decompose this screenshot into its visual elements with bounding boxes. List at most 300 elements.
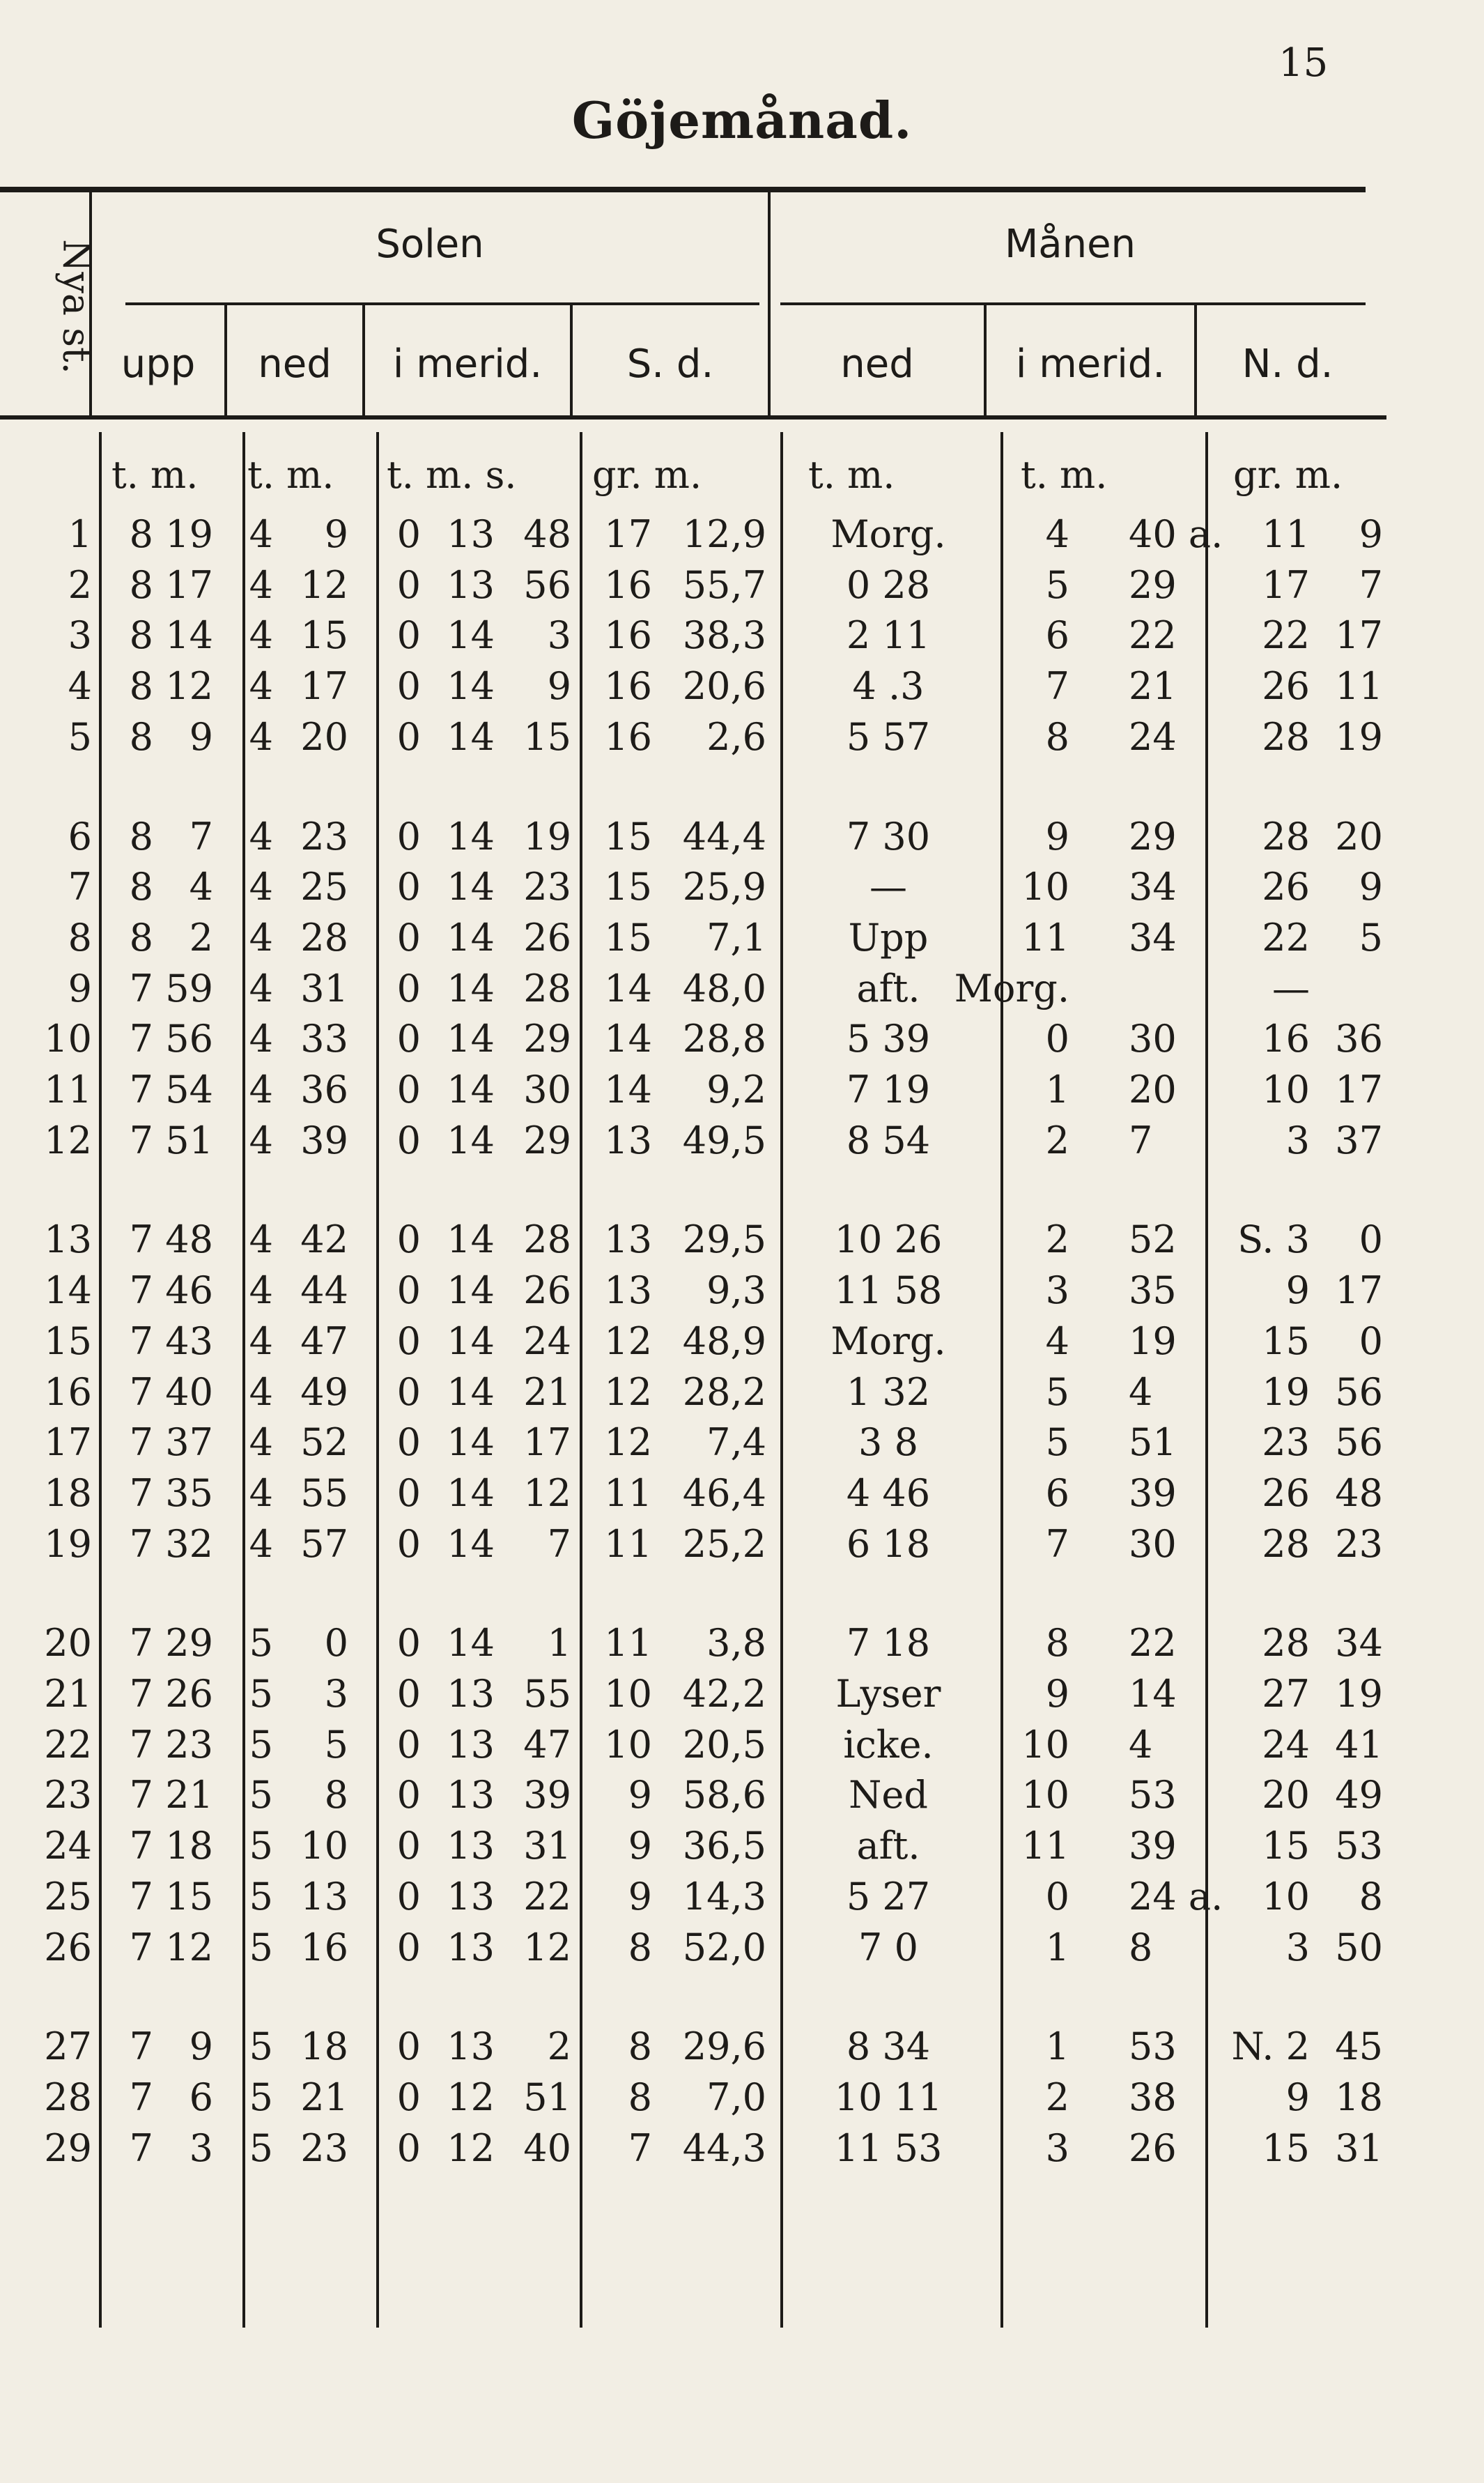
cell-mned-0: 10 11: [834, 2075, 943, 2119]
cell-nd-1: 0: [1359, 1319, 1383, 1363]
moon-i-merid-header: i merid.: [1015, 341, 1166, 387]
cell-mmerid-1: 21: [1129, 664, 1177, 709]
cell-mmerid-0: 5: [1045, 1420, 1069, 1465]
cell-merid-1: 14: [447, 1118, 495, 1162]
cell-upp-1: 6: [189, 2075, 213, 2119]
cell-nd-1: 34: [1335, 1621, 1383, 1666]
cell-day: 21: [44, 1672, 92, 1716]
cell-mmerid-0: 9: [1045, 814, 1069, 859]
cell-sd-0: 12: [604, 1369, 652, 1414]
cell-sd-0: 15: [604, 814, 652, 859]
cell-ned-0: 5: [249, 2024, 273, 2069]
cell-nd-1: 31: [1335, 2125, 1383, 2170]
cell-ned-1: 23: [300, 814, 348, 859]
cell-merid-2: 28: [523, 1217, 571, 1262]
cell-nd-1: 48: [1335, 1470, 1383, 1515]
cell-sd-1: 55,7: [682, 562, 766, 607]
table-row: [0, 1217, 1484, 1271]
cell-ned-1: 25: [300, 865, 348, 909]
cell-sd-0: 16: [604, 613, 652, 658]
cell-day: 13: [44, 1217, 92, 1262]
cell-merid-0: 0: [396, 664, 421, 709]
cell-nd-1: 9: [1359, 512, 1383, 556]
cell-ned-0: 4: [249, 1470, 273, 1515]
cell-upp-0: 7: [129, 1925, 153, 1969]
cell-ned-1: 23: [300, 2125, 348, 2170]
moon-ned-header: ned: [840, 341, 914, 387]
cell-nd-1: 19: [1335, 1672, 1383, 1716]
cell-nd-0: 11: [1262, 512, 1310, 556]
cell-mned-0: Upp: [848, 915, 929, 960]
cell-merid-1: 14: [447, 865, 495, 909]
cell-sd-1: 38,3: [682, 613, 766, 658]
cell-day: 27: [44, 2024, 92, 2069]
cell-nd-1: 49: [1335, 1773, 1383, 1817]
cell-nd-1: 5: [1359, 915, 1383, 960]
cell-mned-0: Lyser: [835, 1672, 941, 1716]
cell-merid-1: 13: [447, 1925, 495, 1969]
cell-merid-1: 13: [447, 562, 495, 607]
cell-merid-2: 22: [523, 1874, 571, 1919]
unit-upp: t. m.: [111, 453, 199, 497]
cell-nd-0: 28: [1262, 1621, 1310, 1666]
cell-mned-0: 7 18: [846, 1621, 931, 1666]
cell-ned-1: 20: [300, 714, 348, 759]
cell-merid-1: 13: [447, 1773, 495, 1817]
cell-merid-1: 14: [447, 714, 495, 759]
cell-nd-0: N. 2: [1231, 2024, 1310, 2069]
cell-merid-0: 0: [396, 1925, 421, 1969]
cell-mmerid-0: 5: [1045, 562, 1069, 607]
cell-nd-0: 23: [1262, 1420, 1310, 1465]
cell-sd-1: 12,9: [682, 512, 766, 556]
cell-nd-1: 41: [1335, 1722, 1383, 1767]
cell-ned-0: 5: [249, 1722, 273, 1767]
cell-merid-0: 0: [396, 1420, 421, 1465]
cell-merid-1: 13: [447, 1722, 495, 1767]
cell-upp-0: 7: [129, 1420, 153, 1465]
cell-mned-0: icke.: [843, 1722, 934, 1767]
cell-nd-0: 26: [1262, 865, 1310, 909]
cell-merid-0: 0: [396, 966, 421, 1010]
cell-sd-1: 52,0: [682, 1925, 766, 1969]
page-number: 15: [1278, 40, 1329, 86]
cell-sd-0: 14: [604, 966, 652, 1010]
cell-sd-1: 29,5: [682, 1217, 766, 1262]
n-d-header: N. d.: [1242, 341, 1334, 387]
cell-nd-0: 28: [1262, 714, 1310, 759]
cell-nd-0: 28: [1262, 814, 1310, 859]
cell-nd-0: 20: [1262, 1773, 1310, 1817]
cell-ned-1: 3: [324, 1672, 348, 1716]
cell-ned-0: 5: [249, 1925, 273, 1969]
cell-sd-1: 36,5: [682, 1824, 766, 1868]
cell-nd-0: 19: [1262, 1369, 1310, 1414]
cell-ned-1: 16: [300, 1925, 348, 1969]
cell-sd-0: 10: [604, 1722, 652, 1767]
cell-upp-0: 7: [129, 966, 153, 1010]
cell-merid-1: 14: [447, 1470, 495, 1515]
cell-upp-1: 17: [165, 562, 213, 607]
cell-upp-1: 21: [165, 1773, 213, 1817]
cell-ned-0: 5: [249, 1874, 273, 1919]
cell-ned-1: 42: [300, 1217, 348, 1262]
cell-merid-2: 7: [547, 1521, 571, 1566]
cell-mned-0: 5 39: [846, 1017, 931, 1061]
table-row: [0, 814, 1484, 868]
cell-merid-2: 29: [523, 1017, 571, 1061]
cell-sd-0: 16: [604, 714, 652, 759]
cell-mned-0: 1 32: [846, 1369, 931, 1414]
cell-merid-2: 19: [523, 814, 571, 859]
cell-upp-0: 8: [129, 512, 153, 556]
cell-upp-0: 7: [129, 1369, 153, 1414]
cell-mmerid-1: 26: [1129, 2125, 1177, 2170]
cell-ned-0: 4: [249, 1068, 273, 1112]
cell-mmerid-1: 22: [1129, 1621, 1177, 1666]
cell-ned-1: 9: [324, 512, 348, 556]
cell-merid-0: 0: [396, 1369, 421, 1414]
table-row: [0, 865, 1484, 918]
cell-upp-1: 29: [165, 1621, 213, 1666]
cell-upp-1: 9: [189, 2024, 213, 2069]
cell-sd-1: 25,2: [682, 1521, 766, 1566]
cell-sd-0: 9: [628, 1874, 652, 1919]
cell-mned-0: 10 26: [834, 1217, 943, 1262]
cell-merid-2: 23: [523, 865, 571, 909]
cell-mmerid-0: 1: [1045, 1925, 1069, 1969]
cell-day: 10: [44, 1017, 92, 1061]
cell-upp-1: 59: [165, 966, 213, 1010]
cell-merid-2: 26: [523, 1268, 571, 1313]
cell-nd-1: 37: [1335, 1118, 1383, 1162]
manen-subrule: [780, 302, 1366, 305]
cell-mmerid-1: 40 a.: [1129, 512, 1223, 556]
table-row: [0, 1068, 1484, 1121]
cell-upp-0: 8: [129, 865, 153, 909]
cell-sd-0: 8: [628, 2075, 652, 2119]
cell-sd-1: 25,9: [682, 865, 766, 909]
cell-mned-0: Morg.: [830, 1319, 946, 1363]
cell-merid-1: 14: [447, 1068, 495, 1112]
cell-nd-1: 7: [1359, 562, 1383, 607]
page-title: Göjemånad.: [571, 91, 913, 150]
cell-day: 11: [44, 1068, 92, 1112]
cell-upp-0: 7: [129, 1521, 153, 1566]
cell-upp-1: 35: [165, 1470, 213, 1515]
cell-day: 20: [44, 1621, 92, 1666]
cell-sd-0: 13: [604, 1118, 652, 1162]
cell-nd-1: 23: [1335, 1521, 1383, 1566]
cell-nd-1: 17: [1335, 1068, 1383, 1112]
cell-ned-1: 57: [300, 1521, 348, 1566]
cell-mmerid-0: 10: [1021, 865, 1069, 909]
cell-upp-0: 8: [129, 613, 153, 658]
cell-day: 23: [44, 1773, 92, 1817]
cell-ned-0: 5: [249, 2125, 273, 2170]
cell-upp-1: 37: [165, 1420, 213, 1465]
unit-nd: gr. m.: [1233, 453, 1343, 497]
cell-merid-1: 14: [447, 1369, 495, 1414]
cell-upp-0: 7: [129, 1217, 153, 1262]
cell-nd-1: 0: [1359, 1217, 1383, 1262]
cell-mmerid-1: 24: [1129, 714, 1177, 759]
cell-day: 6: [68, 814, 92, 859]
table-row: [0, 714, 1484, 769]
cell-merid-2: 39: [523, 1773, 571, 1817]
cell-sd-1: 46,4: [682, 1470, 766, 1515]
cell-merid-2: 2: [547, 2024, 571, 2069]
cell-ned-1: 44: [300, 1268, 348, 1313]
cell-day: 16: [44, 1369, 92, 1414]
cell-merid-2: 12: [523, 1925, 571, 1969]
cell-merid-0: 0: [396, 1118, 421, 1162]
cell-nd-0: —: [1272, 966, 1310, 1010]
cell-upp-0: 7: [129, 1824, 153, 1868]
cell-nd-0: 24: [1262, 1722, 1310, 1767]
cell-ned-1: 33: [300, 1017, 348, 1061]
cell-ned-0: 4: [249, 562, 273, 607]
cell-upp-1: 46: [165, 1268, 213, 1313]
cell-mmerid-0: 6: [1045, 613, 1069, 658]
table-row: [0, 562, 1484, 617]
cell-mmerid-0: 0: [1045, 1874, 1069, 1919]
cell-upp-0: 7: [129, 1621, 153, 1666]
cell-upp-1: 18: [165, 1824, 213, 1868]
cell-ned-1: 39: [300, 1118, 348, 1162]
cell-mned-0: 0 28: [846, 562, 931, 607]
cell-ned-1: 36: [300, 1068, 348, 1112]
cell-merid-2: 51: [523, 2075, 571, 2119]
cell-merid-2: 1: [547, 1621, 571, 1666]
cell-nd-1: 17: [1335, 613, 1383, 658]
cell-upp-1: 40: [165, 1369, 213, 1414]
cell-mmerid-0: 7: [1045, 664, 1069, 709]
cell-merid-1: 14: [447, 1017, 495, 1061]
cell-mned-0: 6 18: [846, 1521, 931, 1566]
table-row: [0, 1319, 1484, 1373]
cell-sd-0: 17: [604, 512, 652, 556]
cell-mmerid-1: 14: [1129, 1672, 1177, 1716]
cell-sd-0: 13: [604, 1217, 652, 1262]
cell-mmerid-1: 29: [1129, 562, 1177, 607]
cell-mmerid-1: 8: [1129, 1925, 1153, 1969]
cell-ned-0: 5: [249, 1672, 273, 1716]
table-row: [0, 1824, 1484, 1877]
cell-mmerid-1: 53: [1129, 2024, 1177, 2069]
cell-merid-0: 0: [396, 1217, 421, 1262]
cell-nd-0: 22: [1262, 613, 1310, 658]
cell-ned-1: 18: [300, 2024, 348, 2069]
cell-upp-0: 7: [129, 1773, 153, 1817]
table-row: [0, 1874, 1484, 1928]
cell-nd-1: 50: [1335, 1925, 1383, 1969]
cell-mned-0: 8 54: [846, 1118, 931, 1162]
table-row: [0, 2075, 1484, 2129]
cell-mmerid-1: 29: [1129, 814, 1177, 859]
cell-mmerid-1: 39: [1129, 1824, 1177, 1868]
cell-merid-0: 0: [396, 814, 421, 859]
cell-sd-1: 7,0: [706, 2075, 766, 2119]
cell-day: 22: [44, 1722, 92, 1767]
cell-merid-2: 48: [523, 512, 571, 556]
cell-merid-0: 0: [396, 1874, 421, 1919]
table-row: [0, 2024, 1484, 2078]
cell-mned-0: 3 8: [858, 1420, 918, 1465]
cell-mned-0: 7 30: [846, 814, 931, 859]
unit-merid: t. m. s.: [387, 453, 517, 497]
cell-merid-0: 0: [396, 1621, 421, 1666]
upp-header: upp: [121, 341, 196, 387]
cell-upp-0: 7: [129, 1268, 153, 1313]
cell-ned-0: 5: [249, 1824, 273, 1868]
cell-merid-2: 40: [523, 2125, 571, 2170]
cell-sd-0: 8: [628, 1925, 652, 1969]
cell-upp-0: 8: [129, 714, 153, 759]
cell-merid-0: 0: [396, 613, 421, 658]
cell-upp-1: 4: [189, 865, 213, 909]
cell-nd-1: 36: [1335, 1017, 1383, 1061]
cell-mmerid-0: 11: [1021, 915, 1069, 960]
cell-merid-0: 0: [396, 714, 421, 759]
cell-upp-0: 8: [129, 562, 153, 607]
cell-mmerid-0: 3: [1045, 1268, 1069, 1313]
cell-ned-0: 4: [249, 714, 273, 759]
cell-nd-1: 20: [1335, 814, 1383, 859]
table-row: [0, 512, 1484, 566]
cell-ned-0: 5: [249, 1773, 273, 1817]
cell-upp-1: 32: [165, 1521, 213, 1566]
cell-ned-0: 4: [249, 1217, 273, 1262]
cell-mmerid-0: Morg.: [954, 966, 1069, 1010]
cell-mmerid-1: 39: [1129, 1470, 1177, 1515]
cell-merid-2: 28: [523, 966, 571, 1010]
table-row: [0, 1420, 1484, 1474]
cell-merid-1: 14: [447, 1319, 495, 1363]
cell-ned-1: 49: [300, 1369, 348, 1414]
cell-day: 24: [44, 1824, 92, 1868]
table-row: [0, 1118, 1484, 1172]
cell-merid-1: 14: [447, 1420, 495, 1465]
cell-mned-0: 5 27: [846, 1874, 931, 1919]
cell-mmerid-0: 6: [1045, 1470, 1069, 1515]
table-row: [0, 1268, 1484, 1322]
cell-mned-0: 5 57: [846, 714, 931, 759]
cell-mned-0: Ned: [849, 1773, 928, 1817]
manen-header: Månen: [1004, 222, 1136, 267]
solen-header: Solen: [376, 222, 484, 267]
cell-merid-0: 0: [396, 1470, 421, 1515]
cell-ned-0: 4: [249, 915, 273, 960]
table-row: [0, 1369, 1484, 1424]
cell-ned-0: 4: [249, 966, 273, 1010]
cell-day: 29: [44, 2125, 92, 2170]
cell-mmerid-0: 7: [1045, 1521, 1069, 1566]
cell-upp-0: 7: [129, 2125, 153, 2170]
cell-nd-1: 17: [1335, 1268, 1383, 1313]
cell-mmerid-0: 8: [1045, 714, 1069, 759]
cell-sd-0: 16: [604, 664, 652, 709]
cell-ned-0: 4: [249, 1017, 273, 1061]
cell-upp-1: 12: [165, 664, 213, 709]
cell-nd-0: 26: [1262, 664, 1310, 709]
table-row: [0, 966, 1484, 1020]
cell-day: 25: [44, 1874, 92, 1919]
cell-day: 2: [68, 562, 92, 607]
cell-ned-0: 4: [249, 1118, 273, 1162]
cell-ned-1: 12: [300, 562, 348, 607]
cell-upp-1: 12: [165, 1925, 213, 1969]
cell-mmerid-0: 4: [1045, 1319, 1069, 1363]
cell-merid-2: 21: [523, 1369, 571, 1414]
cell-merid-0: 0: [396, 1068, 421, 1112]
cell-merid-0: 0: [396, 512, 421, 556]
cell-mned-0: aft.: [856, 966, 920, 1010]
cell-nd-0: 15: [1262, 1824, 1310, 1868]
cell-sd-0: 16: [604, 562, 652, 607]
cell-sd-1: 9,3: [706, 1268, 766, 1313]
cell-nd-0: 3: [1285, 1118, 1310, 1162]
cell-ned-1: 21: [300, 2075, 348, 2119]
cell-upp-0: 8: [129, 915, 153, 960]
cell-mmerid-0: 1: [1045, 1068, 1069, 1112]
cell-day: 1: [68, 512, 92, 556]
cell-sd-0: 8: [628, 2024, 652, 2069]
cell-merid-1: 14: [447, 1217, 495, 1262]
table-row: [0, 1722, 1484, 1776]
cell-mmerid-1: 51: [1129, 1420, 1177, 1465]
cell-merid-1: 14: [447, 915, 495, 960]
cell-upp-0: 7: [129, 1672, 153, 1716]
cell-nd-0: S. 3: [1237, 1217, 1310, 1262]
cell-ned-1: 31: [300, 966, 348, 1010]
cell-upp-0: 7: [129, 1068, 153, 1112]
cell-mned-0: 7 0: [858, 1925, 918, 1969]
cell-sd-0: 10: [604, 1672, 652, 1716]
cell-upp-1: 48: [165, 1217, 213, 1262]
cell-nd-1: 11: [1335, 664, 1383, 709]
table-row: [0, 1521, 1484, 1576]
cell-merid-0: 0: [396, 1773, 421, 1817]
cell-merid-1: 13: [447, 1874, 495, 1919]
cell-nd-1: 19: [1335, 714, 1383, 759]
cell-mmerid-0: 10: [1021, 1722, 1069, 1767]
cell-sd-0: 15: [604, 915, 652, 960]
top-rule: [0, 187, 1366, 192]
cell-upp-1: 15: [165, 1874, 213, 1919]
cell-mmerid-1: 53: [1129, 1773, 1177, 1817]
unit-mmerid: t. m.: [1021, 453, 1108, 497]
unit-ned: t. m.: [247, 453, 334, 497]
cell-upp-1: 54: [165, 1068, 213, 1112]
cell-sd-1: 20,6: [682, 664, 766, 709]
cell-sd-1: 7,1: [706, 915, 766, 960]
cell-upp-0: 7: [129, 2024, 153, 2069]
cell-nd-0: 15: [1262, 2125, 1310, 2170]
cell-merid-1: 12: [447, 2075, 495, 2119]
cell-day: 28: [44, 2075, 92, 2119]
cell-day: 4: [68, 664, 92, 709]
cell-mmerid-1: 52: [1129, 1217, 1177, 1262]
cell-ned-0: 4: [249, 1420, 273, 1465]
cell-merid-2: 12: [523, 1470, 571, 1515]
cell-mmerid-0: 0: [1045, 1017, 1069, 1061]
cell-merid-2: 15: [523, 714, 571, 759]
cell-ned-1: 17: [300, 664, 348, 709]
table-row: [0, 1672, 1484, 1725]
cell-day: 7: [68, 865, 92, 909]
cell-merid-1: 14: [447, 613, 495, 658]
